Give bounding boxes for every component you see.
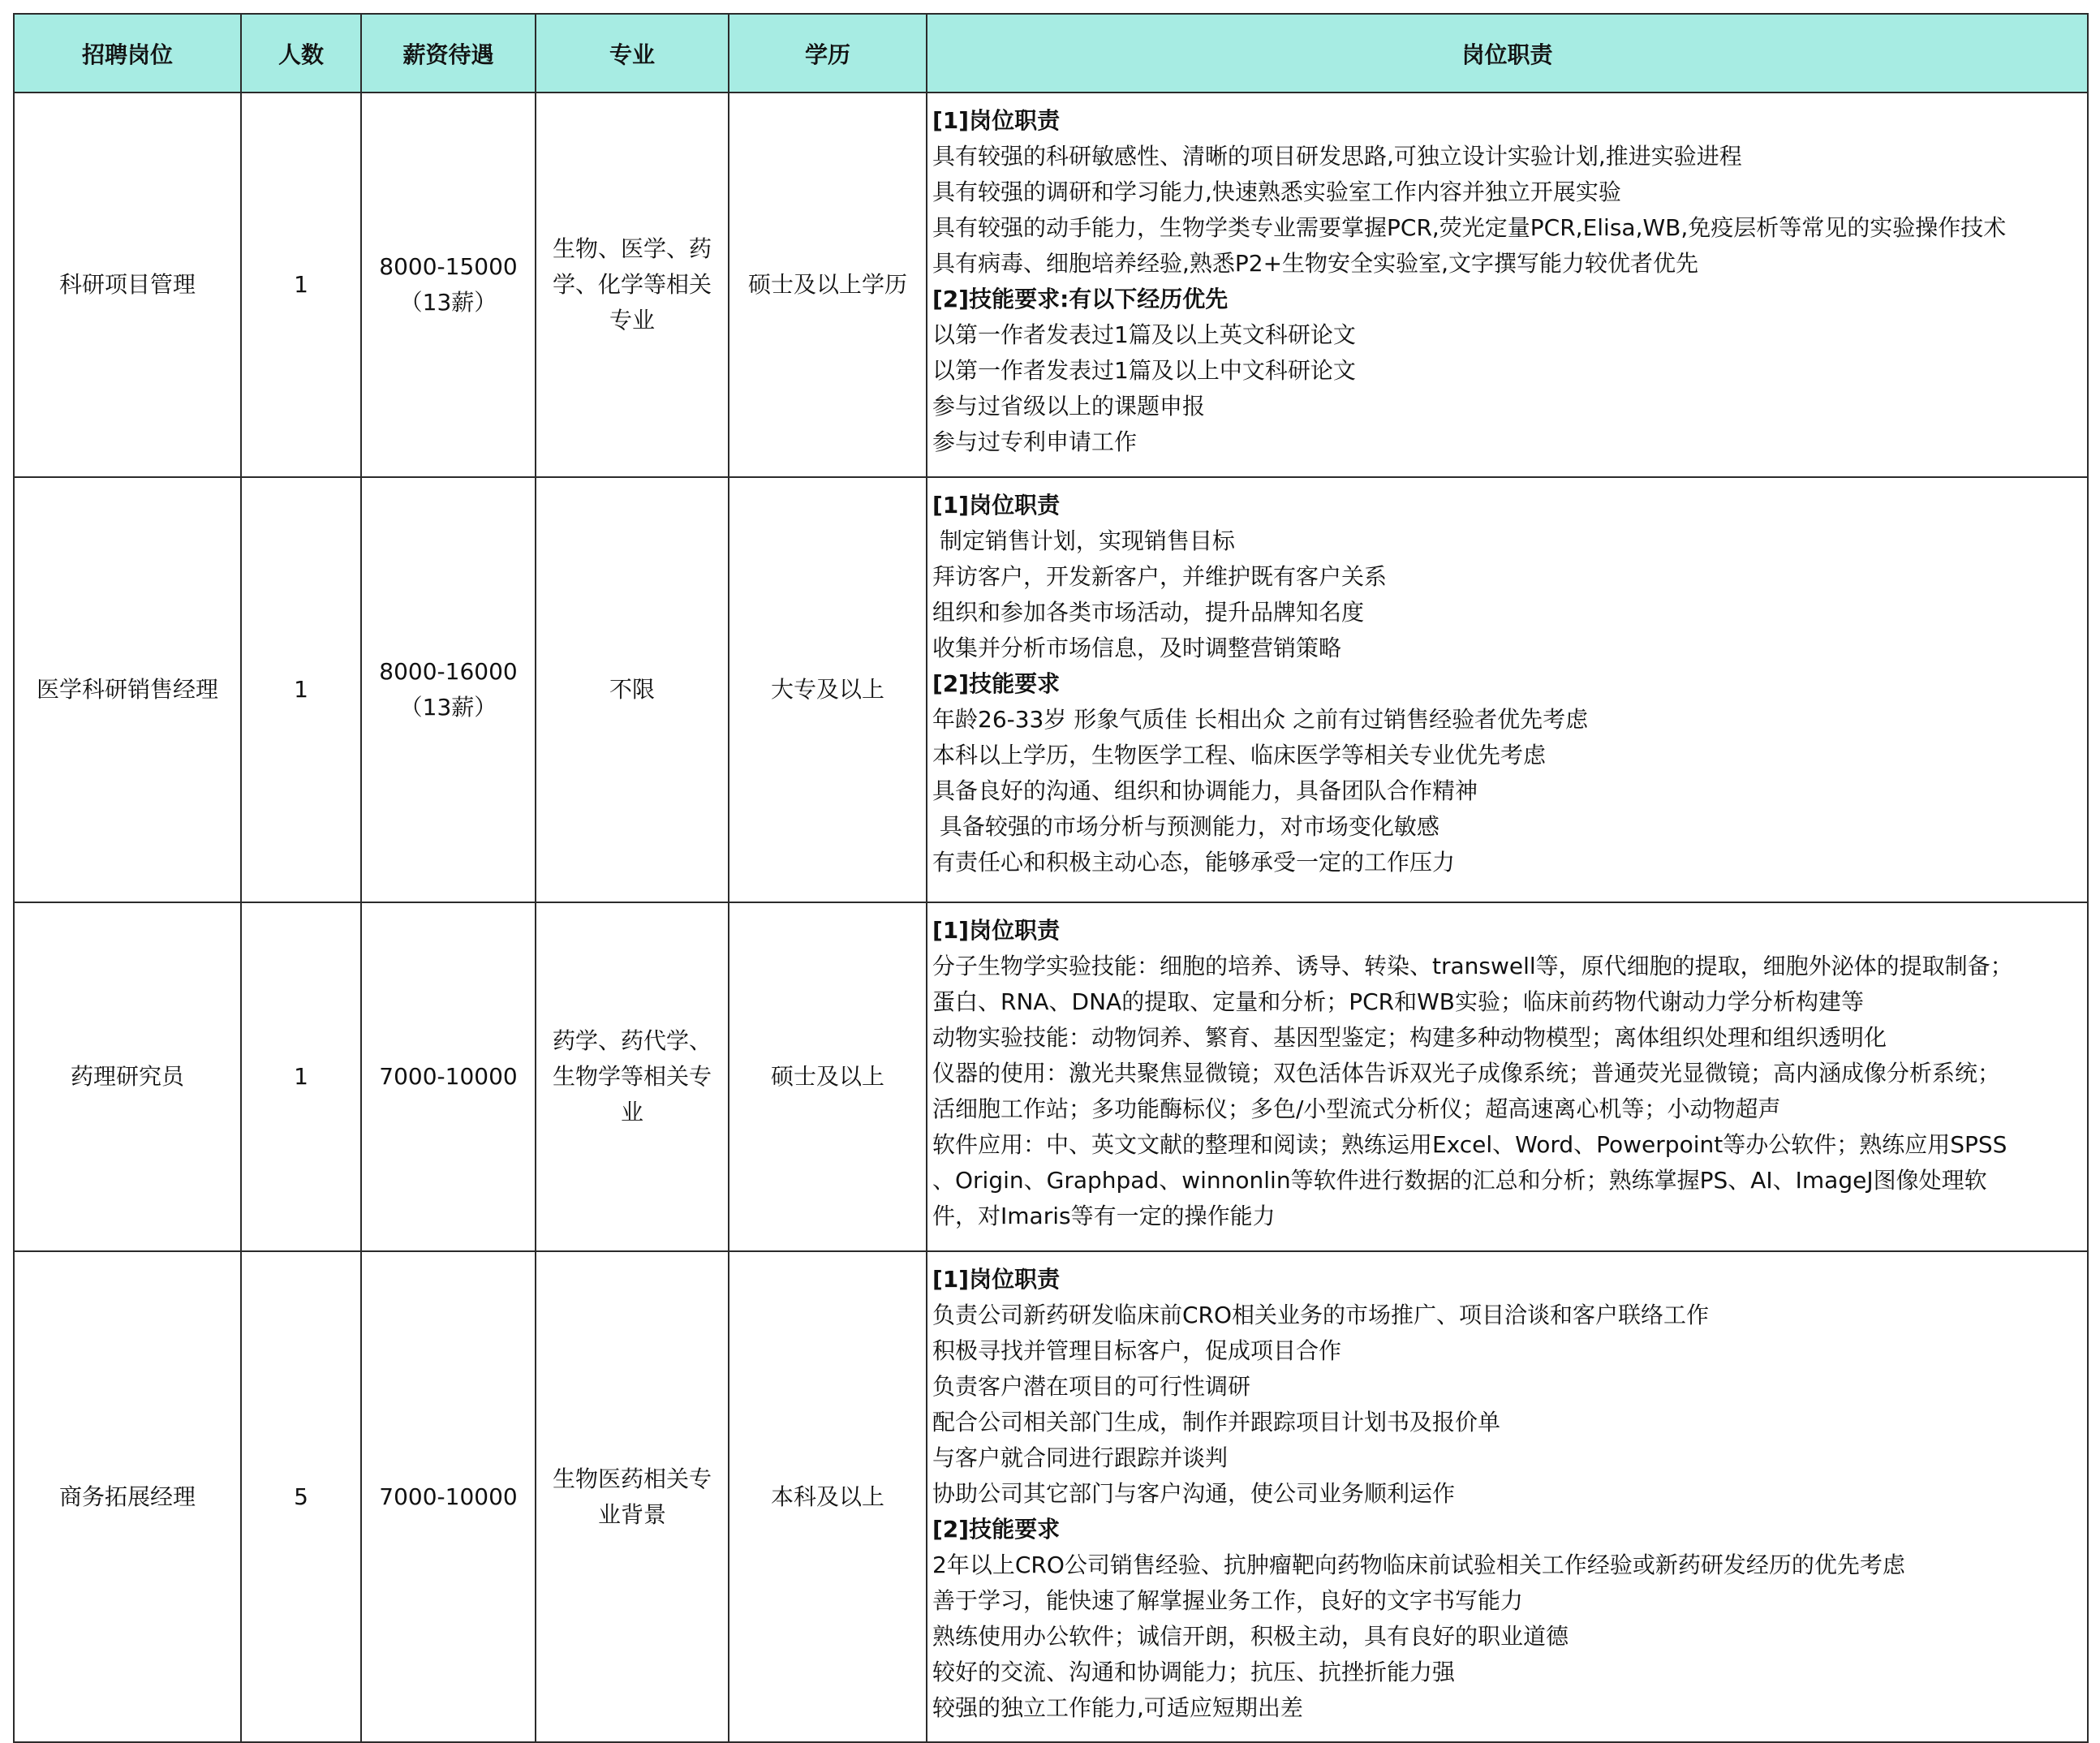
- duty-line: 参与过省级以上的课题申报: [932, 393, 1206, 420]
- position-cell: 医学科研销售经理: [14, 477, 241, 902]
- duties-cell: [927, 1251, 2088, 1742]
- header-duties: 岗位职责: [927, 14, 2088, 93]
- salary-range: 8000-15000: [379, 253, 518, 280]
- duty-line: 具有病毒、细胞培养经验,熟悉P2+生物安全实验室,文字撰写能力较优者优先: [932, 250, 1698, 277]
- salary-note: （13薪）: [399, 289, 497, 316]
- duties-cell: [927, 902, 2088, 1251]
- duty-line: 善于学习，能快速了解掌握业务工作，良好的文字书写能力: [932, 1587, 1524, 1614]
- duty-line: 年龄26-33岁 形象气质佳 长相出众 之前有过销售经验者优先考虑: [932, 706, 1589, 733]
- duty-line: 2年以上CRO公司销售经验、抗肿瘤靶向药物临床前试验相关工作经验或新药研发经历的优先考虑: [932, 1551, 1905, 1578]
- position-cell: 科研项目管理: [14, 93, 241, 477]
- duty-section-heading: [1]岗位职责: [932, 917, 1061, 944]
- duties-cell: [927, 93, 2088, 477]
- salary-cell: [361, 1251, 536, 1742]
- header-row: [14, 14, 2088, 93]
- table-row: [14, 1251, 2088, 1742]
- duty-line: 蛋白、RNA、DNA的提取、定量和分析；PCR和WB实验；临床前药物代谢动力学分析构建等: [932, 988, 1865, 1015]
- position-cell: 商务拓展经理: [14, 1251, 241, 1742]
- duty-line: 配合公司相关部门生成，制作并跟踪项目计划书及报价单: [932, 1409, 1501, 1435]
- header-position: 招聘岗位: [14, 14, 241, 93]
- duty-line: 、Origin、Graphpad、winnonlin等软件进行数据的汇总和分析；熟练掌握PS、AI、ImageJ图像处理软: [932, 1167, 1987, 1194]
- duty-line: 软件应用：中、英文文献的整理和阅读；熟练运用Excel、Word、Powerpoint等办公软件；熟练应用SPSS: [932, 1131, 2007, 1158]
- duty-section-heading: [2]技能要求: [932, 1516, 1061, 1543]
- duty-line: 动物实验技能：动物饲养、繁育、基因型鉴定；构建多种动物模型；离体组织处理和组织透明化: [932, 1024, 1887, 1051]
- count-cell: 1: [241, 902, 361, 1251]
- table-row: [14, 902, 2088, 1251]
- header-major: 专业: [536, 14, 729, 93]
- duty-line: 与客户就合同进行跟踪并谈判: [932, 1444, 1229, 1471]
- major-cell: 药学、药代学、生物学等相关专业: [536, 902, 729, 1251]
- education-cell: 大专及以上: [729, 477, 927, 902]
- salary-cell: [361, 477, 536, 902]
- duty-line: 制定销售计划，实现销售目标: [932, 527, 1235, 554]
- duty-line: 较好的交流、沟通和协调能力；抗压、抗挫折能力强: [932, 1659, 1456, 1685]
- count-cell: 1: [241, 93, 361, 477]
- duty-line: 本科以上学历，生物医学工程、临床医学等相关专业优先考虑: [932, 742, 1547, 768]
- duty-line: 活细胞工作站；多功能酶标仪；多色/小型流式分析仪；超高速离心机等；小动物超声: [932, 1095, 1781, 1122]
- duty-section-heading: [1]岗位职责: [932, 107, 1061, 134]
- duty-line: 有责任心和积极主动心态，能够承受一定的工作压力: [932, 849, 1456, 876]
- table-row: [14, 477, 2088, 902]
- duty-line: 具有较强的调研和学习能力,快速熟悉实验室工作内容并独立开展实验: [932, 179, 1621, 205]
- duty-line: 以第一作者发表过1篇及以上中文科研论文: [932, 357, 1356, 384]
- major-cell: 不限: [536, 477, 729, 902]
- education-cell: 硕士及以上: [729, 902, 927, 1251]
- education-cell: 硕士及以上学历: [729, 93, 927, 477]
- duty-line: 件，对Imaris等有一定的操作能力: [932, 1203, 1276, 1229]
- major-cell: 生物医药相关专业背景: [536, 1251, 729, 1742]
- count-cell: 5: [241, 1251, 361, 1742]
- salary-range: 8000-16000: [379, 658, 518, 685]
- duty-line: 协助公司其它部门与客户沟通，使公司业务顺利运作: [932, 1480, 1456, 1507]
- duty-line: 分子生物学实验技能：细胞的培养、诱导、转染、transwell等，原代细胞的提取，细胞外泌体的提取制备；: [932, 953, 2013, 979]
- duty-line: 参与过专利申请工作: [932, 428, 1138, 455]
- salary-note: （13薪）: [399, 694, 497, 721]
- duty-line: 组织和参加各类市场活动，提升品牌知名度: [932, 599, 1365, 626]
- count-cell: 1: [241, 477, 361, 902]
- salary-cell: [361, 902, 536, 1251]
- duty-line: 具有较强的科研敏感性、清晰的项目研发思路,可独立设计实验计划,推进实验进程: [932, 143, 1742, 170]
- table-row: [14, 93, 2088, 477]
- duty-line: 以第一作者发表过1篇及以上英文科研论文: [932, 321, 1356, 348]
- header-count: 人数: [241, 14, 361, 93]
- major-cell: 生物、医学、药学、化学等相关专业: [536, 93, 729, 477]
- header-education: 学历: [729, 14, 927, 93]
- salary-range: 7000-10000: [379, 1063, 518, 1090]
- position-cell: 药理研究员: [14, 902, 241, 1251]
- duty-line: 负责客户潜在项目的可行性调研: [932, 1373, 1251, 1400]
- duty-line: 具有较强的动手能力，生物学类专业需要掌握PCR,荧光定量PCR,Elisa,WB,免疫层析等常见的实验操作技术: [932, 214, 2007, 241]
- duty-section-heading: [2]技能要求:有以下经历优先: [932, 286, 1229, 312]
- salary-range: 7000-10000: [379, 1483, 518, 1510]
- duty-line: 较强的独立工作能力,可适应短期出差: [932, 1694, 1303, 1721]
- duty-section-heading: [1]岗位职责: [932, 492, 1061, 519]
- duty-line: 具备良好的沟通、组织和协调能力，具备团队合作精神: [932, 777, 1478, 804]
- job-listing-table: [13, 13, 2089, 1743]
- duty-line: 具备较强的市场分析与预测能力，对市场变化敏感: [932, 813, 1439, 840]
- duty-line: 拜访客户，开发新客户，并维护既有客户关系: [932, 563, 1388, 590]
- duty-line: 负责公司新药研发临床前CRO相关业务的市场推广、项目洽谈和客户联络工作: [932, 1302, 1710, 1328]
- duty-line: 仪器的使用：激光共聚焦显微镜；双色活体告诉双光子成像系统；普通荧光显微镜；高内涵成像分析系统；: [932, 1060, 2001, 1087]
- duty-line: 积极寻找并管理目标客户，促成项目合作: [932, 1337, 1342, 1364]
- duties-cell: [927, 477, 2088, 902]
- duty-section-heading: [1]岗位职责: [932, 1266, 1061, 1293]
- duty-line: 收集并分析市场信息，及时调整营销策略: [932, 635, 1342, 661]
- duty-line: 熟练使用办公软件；诚信开朗，积极主动，具有良好的职业道德: [932, 1623, 1569, 1650]
- salary-cell: [361, 93, 536, 477]
- duty-section-heading: [2]技能要求: [932, 670, 1061, 697]
- education-cell: 本科及以上: [729, 1251, 927, 1742]
- header-salary: 薪资待遇: [361, 14, 536, 93]
